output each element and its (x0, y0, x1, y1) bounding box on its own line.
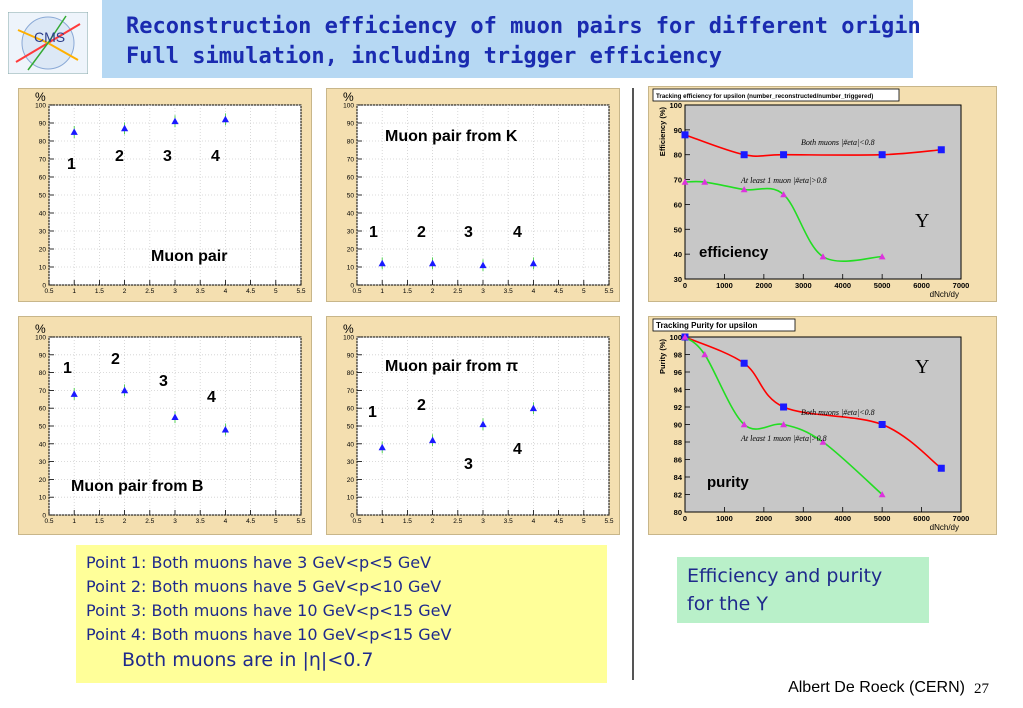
x-tick-label: 5000 (873, 514, 891, 523)
x-tick-label: 3 (481, 518, 485, 525)
x-tick-label: 7000 (952, 281, 970, 290)
upsilon-symbol: Υ (915, 210, 930, 232)
chart-annotation: Muon pair from π (385, 358, 519, 375)
y-tick-label: 20 (346, 246, 354, 254)
x-tick-label: 4 (531, 518, 536, 525)
data-point (938, 465, 945, 472)
point-label: 1 (67, 156, 76, 173)
x-tick-label: 5.5 (604, 518, 614, 525)
y-axis-label: Efficiency (%) (658, 107, 667, 157)
logo-text: CMS (34, 29, 66, 45)
x-tick-label: 3 (481, 288, 485, 295)
x-tick-label: 5 (273, 518, 278, 525)
eff-box-line-2: for the Υ (687, 593, 768, 615)
y-tick-label: 88 (673, 438, 682, 447)
y-tick-label: 60 (346, 405, 354, 413)
y-tick-label: 80 (346, 138, 354, 146)
x-tick-label: 4.5 (246, 288, 256, 295)
note-line-4: Point 4: Both muons have 10 GeV<p<15 GeV (86, 625, 452, 644)
y-tick-label: 40 (346, 210, 354, 218)
x-tick-label: 5.5 (296, 288, 306, 295)
y-tick-label: 50 (38, 192, 46, 200)
y-tick-label: 20 (346, 476, 354, 484)
y-tick-label: 30 (38, 459, 46, 467)
chart-title: Tracking efficiency for upsilon (number_reconstructed/number_triggered) (656, 93, 874, 100)
chart-title: Tracking Purity for upsilon (656, 321, 758, 330)
x-tick-label: 1.5 (402, 288, 412, 295)
x-tick-label: 2000 (755, 281, 773, 290)
efficiency-purity-box (677, 557, 929, 623)
data-point (780, 151, 787, 158)
y-tick-label: 84 (673, 473, 682, 482)
x-tick-label: 1000 (716, 281, 733, 290)
x-tick-label: 4.5 (554, 288, 564, 295)
y-tick-label: 20 (38, 246, 46, 254)
y-tick-label: 0 (42, 282, 46, 290)
x-axis-label: dNch/dy (929, 290, 959, 299)
point-label: 3 (464, 456, 473, 473)
x-tick-label: 2 (430, 288, 435, 295)
y-axis-label: % (35, 322, 46, 336)
x-tick-label: 5000 (873, 281, 891, 290)
x-tick-label: 1.5 (94, 288, 104, 295)
y-tick-label: 96 (673, 368, 682, 377)
y-tick-label: 20 (38, 476, 46, 484)
y-tick-label: 80 (673, 150, 682, 160)
x-tick-label: 2 (122, 288, 127, 295)
y-tick-label: 50 (38, 423, 46, 431)
point-label: 2 (417, 224, 426, 241)
title-line-2: Full simulation, including trigger efficiency (126, 44, 723, 69)
chart-panel-muon-pair-pi (326, 316, 620, 535)
x-tick-label: 2 (430, 518, 435, 525)
y-tick-label: 70 (346, 387, 354, 395)
y-tick-label: 60 (38, 405, 46, 413)
y-tick-label: 40 (38, 441, 46, 449)
footer-author: Albert De Roeck (CERN) (788, 679, 965, 696)
x-tick-label: 2.5 (453, 518, 463, 525)
chart-panel-muon-pair-b (18, 316, 312, 535)
y-tick-label: 40 (38, 210, 46, 218)
y-tick-label: 90 (346, 120, 354, 128)
legend-entry: At least 1 muon |#eta|>0.8 (741, 434, 827, 443)
notes-box (76, 545, 607, 683)
x-tick-label: 7000 (952, 514, 970, 523)
x-tick-label: 2.5 (145, 288, 155, 295)
x-axis-label: dNch/dy (929, 523, 959, 532)
y-tick-label: 82 (673, 490, 682, 500)
y-tick-label: 0 (350, 282, 354, 290)
point-label: 3 (163, 148, 172, 165)
x-tick-label: 0.5 (352, 518, 362, 525)
x-tick-label: 4.5 (554, 518, 564, 525)
x-tick-label: 0.5 (44, 518, 54, 525)
y-tick-label: 70 (38, 156, 46, 164)
y-tick-label: 80 (346, 370, 354, 378)
y-tick-label: 60 (346, 174, 354, 182)
y-axis-label: % (343, 90, 354, 104)
note-eta-line: Both muons are in |η|<0.7 (122, 649, 374, 671)
data-point (938, 146, 945, 153)
y-tick-label: 80 (38, 370, 46, 378)
point-label: 3 (159, 373, 168, 390)
x-tick-label: 0.5 (352, 288, 362, 295)
x-tick-label: 6000 (913, 281, 930, 290)
y-axis-label: % (35, 90, 46, 104)
y-tick-label: 0 (42, 512, 46, 520)
x-tick-label: 5.5 (604, 288, 614, 295)
chart-panel-muon-pair (18, 88, 312, 302)
chart-svg (19, 317, 311, 534)
y-axis-label: % (343, 322, 354, 336)
x-tick-label: 4000 (834, 281, 852, 290)
y-tick-label: 100 (343, 102, 354, 110)
y-tick-label: 94 (673, 385, 682, 395)
chart-svg (327, 89, 619, 301)
y-tick-label: 40 (346, 441, 354, 449)
x-tick-label: 5.5 (296, 518, 306, 525)
point-label: 2 (111, 351, 120, 368)
y-tick-label: 10 (346, 264, 354, 272)
point-label: 2 (417, 397, 426, 414)
point-label: 1 (368, 404, 377, 421)
x-tick-label: 3.5 (503, 288, 513, 295)
x-tick-label: 4.5 (246, 518, 256, 525)
y-tick-label: 90 (673, 420, 682, 430)
x-tick-label: 3000 (794, 281, 812, 290)
y-tick-label: 98 (673, 350, 682, 360)
x-tick-label: 1 (380, 288, 385, 295)
y-tick-label: 10 (38, 494, 46, 502)
eff-box-line-1: Efficiency and purity (687, 565, 883, 587)
y-tick-label: 100 (35, 334, 46, 342)
chart-annotation: efficiency (699, 244, 769, 261)
y-tick-label: 90 (673, 125, 682, 135)
x-tick-label: 2.5 (145, 518, 155, 525)
chart-panel-muon-pair-k (326, 88, 620, 302)
y-tick-label: 40 (673, 250, 682, 260)
x-tick-label: 3000 (794, 514, 812, 523)
x-tick-label: 1 (72, 518, 77, 525)
data-point (780, 404, 787, 411)
x-tick-label: 3.5 (503, 518, 513, 525)
y-tick-label: 92 (673, 403, 682, 412)
cms-logo (8, 12, 88, 74)
y-tick-label: 100 (343, 334, 354, 342)
x-tick-label: 1 (72, 288, 77, 295)
x-tick-label: 3 (173, 518, 177, 525)
y-tick-label: 50 (673, 225, 682, 235)
data-point (879, 421, 886, 428)
point-label: 4 (513, 224, 522, 241)
point-label: 4 (211, 148, 220, 165)
y-tick-label: 70 (38, 387, 46, 395)
title-line-1: Reconstruction efficiency of muon pairs for different origin (126, 14, 921, 39)
point-label: 1 (369, 224, 378, 241)
y-tick-label: 30 (38, 228, 46, 236)
y-tick-label: 30 (346, 228, 354, 236)
point-label: 3 (464, 224, 473, 241)
x-tick-label: 1.5 (402, 518, 412, 525)
x-tick-label: 3.5 (195, 518, 205, 525)
title-bar (102, 0, 921, 78)
note-line-3: Point 3: Both muons have 10 GeV<p<15 GeV (86, 601, 452, 620)
y-tick-label: 90 (346, 352, 354, 360)
legend-entry: Both muons |#eta|<0.8 (801, 138, 875, 147)
data-point (741, 360, 748, 367)
y-tick-label: 50 (346, 192, 354, 200)
chart-panel-efficiency (648, 86, 997, 302)
y-axis-label: Purity (%) (658, 339, 667, 375)
x-tick-label: 3.5 (195, 288, 205, 295)
note-line-2: Point 2: Both muons have 5 GeV<p<10 GeV (86, 577, 442, 596)
x-tick-label: 2.5 (453, 288, 463, 295)
y-tick-label: 100 (35, 102, 46, 110)
point-label: 1 (63, 360, 72, 377)
vertical-divider (632, 88, 634, 680)
chart-annotation: Muon pair from B (71, 478, 204, 495)
x-tick-label: 0 (682, 514, 688, 523)
x-tick-label: 2 (122, 518, 127, 525)
y-tick-label: 80 (38, 138, 46, 146)
upsilon-symbol: Υ (915, 356, 930, 378)
x-tick-label: 1 (380, 518, 385, 525)
x-tick-label: 4 (531, 288, 536, 295)
y-tick-label: 30 (673, 275, 682, 284)
x-tick-label: 6000 (913, 514, 930, 523)
chart-svg (19, 89, 311, 301)
y-tick-label: 86 (673, 455, 682, 465)
y-tick-label: 60 (38, 174, 46, 182)
legend-entry: At least 1 muon |#eta|>0.8 (741, 176, 827, 185)
y-tick-label: 70 (673, 175, 682, 185)
y-tick-label: 0 (350, 512, 354, 520)
y-tick-label: 60 (673, 200, 682, 210)
x-tick-label: 0 (682, 281, 688, 290)
y-tick-label: 90 (38, 352, 46, 360)
legend-entry: Both muons |#eta|<0.8 (801, 408, 875, 417)
chart-annotation: Muon pair (151, 248, 228, 265)
y-tick-label: 10 (346, 494, 354, 502)
x-tick-label: 3 (173, 288, 177, 295)
x-tick-label: 0.5 (44, 288, 54, 295)
x-tick-label: 2000 (755, 514, 773, 523)
chart-svg (649, 87, 996, 301)
x-tick-label: 1.5 (94, 518, 104, 525)
slide-number: 27 (974, 681, 989, 697)
y-tick-label: 100 (669, 101, 682, 110)
chart-annotation: purity (707, 474, 749, 491)
y-tick-label: 70 (346, 156, 354, 164)
chart-annotation: Muon pair from K (385, 128, 518, 145)
x-tick-label: 1000 (716, 514, 733, 523)
x-tick-label: 5 (581, 518, 586, 525)
y-tick-label: 30 (346, 459, 354, 467)
note-line-1: Point 1: Both muons have 3 GeV<p<5 GeV (86, 553, 432, 572)
y-tick-label: 80 (673, 508, 682, 517)
data-point (879, 151, 886, 158)
data-point (682, 131, 689, 138)
point-label: 2 (115, 148, 124, 165)
x-tick-label: 5 (581, 288, 586, 295)
x-tick-label: 4000 (834, 514, 852, 523)
x-tick-label: 4 (223, 288, 228, 295)
chart-panel-purity (648, 316, 997, 535)
x-tick-label: 4 (223, 518, 228, 525)
y-tick-label: 50 (346, 423, 354, 431)
chart-svg (327, 317, 619, 534)
y-tick-label: 90 (38, 120, 46, 128)
y-tick-label: 100 (669, 333, 682, 342)
point-label: 4 (513, 441, 522, 458)
chart-svg (649, 317, 996, 534)
y-tick-label: 10 (38, 264, 46, 272)
x-tick-label: 5 (273, 288, 278, 295)
point-label: 4 (207, 389, 216, 406)
data-point (741, 151, 748, 158)
